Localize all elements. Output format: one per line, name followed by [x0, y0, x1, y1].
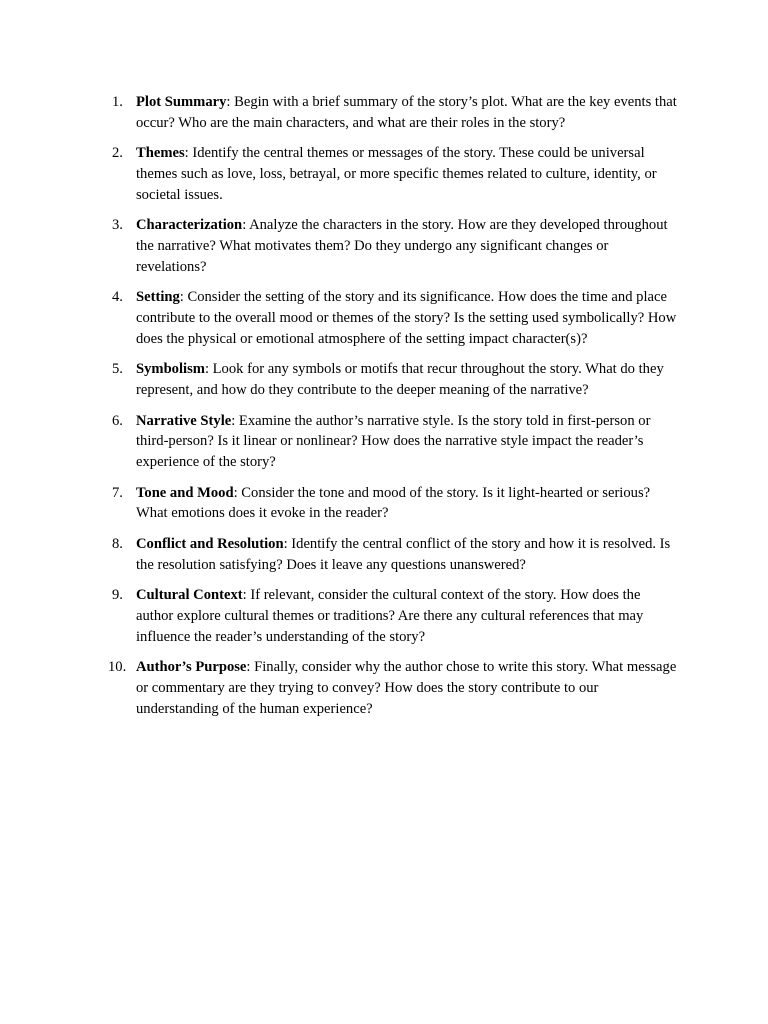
item-term: Symbolism: [136, 361, 205, 378]
item-text: : Examine the author’s narrative style. Is the story told in first-person or third-person? Is it linear or nonlinear? How does the narrative style impact the reader’s experience of the story?: [136, 412, 651, 470]
numbered-list: [108, 92, 680, 729]
list-item: [108, 657, 680, 719]
list-item: [108, 92, 680, 133]
item-number: 6.: [112, 412, 123, 429]
item-number: 7.: [112, 484, 123, 501]
list-item: [108, 287, 680, 349]
list-item: [108, 483, 680, 524]
item-number: 4.: [112, 289, 123, 306]
item-number: 3.: [112, 217, 123, 234]
item-term: Author’s Purpose: [136, 659, 247, 676]
item-term: Conflict and Resolution: [136, 536, 284, 552]
item-term: Characterization: [136, 217, 243, 234]
list-item: [108, 215, 680, 277]
list-item: [108, 585, 680, 647]
item-number: 2.: [112, 145, 123, 162]
item-term: Themes: [136, 145, 185, 162]
item-text: : Look for any symbols or motifs that recur throughout the story. What do they represent, and how do they contribute to the deeper meaning of the narrative?: [136, 361, 664, 398]
item-text: : Begin with a brief summary of the story’s plot. What are the key events that occur? Who are the main characters, and what are their roles in the story?: [136, 94, 677, 131]
list-item: [108, 359, 680, 400]
item-number: 10.: [108, 659, 127, 676]
item-term: Tone and Mood: [136, 484, 234, 501]
list-item: [108, 411, 680, 473]
item-text: : If relevant, consider the cultural context of the story. How does the author explore cultural themes or traditions? Are there any cultural references that may influence the reader’s understanding of the story?: [136, 587, 644, 645]
item-term: Narrative Style: [136, 412, 232, 429]
list-item: [108, 534, 680, 575]
item-number: 5.: [112, 361, 123, 378]
item-text: : Identify the central conflict of the story and how it is resolved. Is the resolution satisfying? Does it leave any questions unanswered?: [136, 536, 671, 573]
item-text: : Identify the central themes or messages of the story. These could be universal themes such as love, loss, betrayal, or more specific themes related to culture, identity, or societal issues.: [136, 145, 657, 203]
item-term: Plot Summary: [136, 94, 227, 110]
item-term: Cultural Context: [136, 587, 243, 604]
item-text: : Analyze the characters in the story. How are they developed throughout the narrative? What motivates them? Do they undergo any significant changes or revelations?: [136, 217, 668, 275]
item-number: 1.: [112, 94, 123, 110]
item-text: : Consider the setting of the story and its significance. How does the time and place contribute to the overall mood or themes of the story? Is the setting used symbolically? How does the physical or emotional atmosphere of the setting impact character(s)?: [136, 289, 677, 347]
item-term: Setting: [136, 289, 180, 306]
item-text: : Finally, consider why the author chose to write this story. What message or commentary are they trying to convey? How does the story contribute to our understanding of the human experience?: [136, 659, 677, 717]
list-item: [108, 143, 680, 205]
item-text: : Consider the tone and mood of the story. Is it light-hearted or serious? What emotions does it evoke in the reader?: [136, 484, 651, 522]
item-number: 9.: [112, 587, 123, 604]
item-number: 8.: [112, 536, 123, 552]
